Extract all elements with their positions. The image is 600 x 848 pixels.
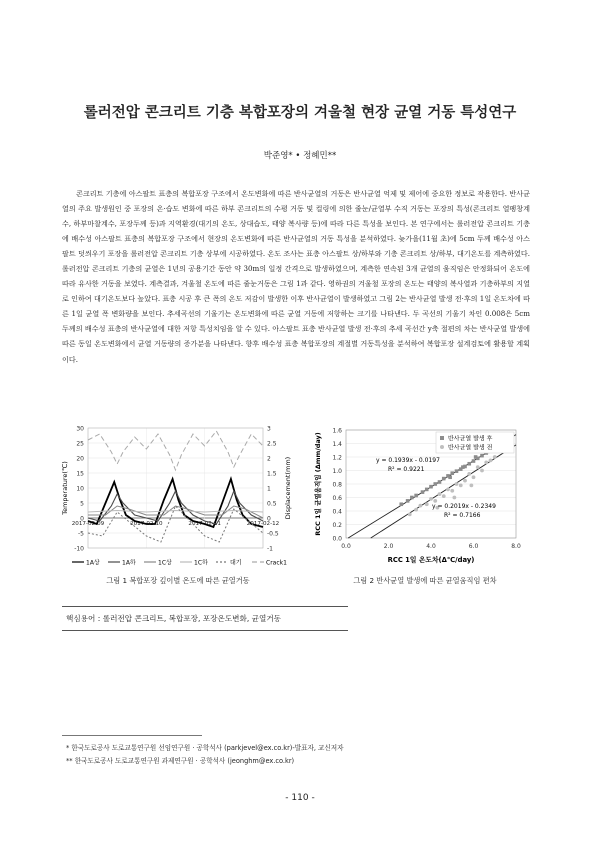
data-point bbox=[450, 489, 454, 493]
data-point bbox=[410, 496, 414, 500]
series-line bbox=[88, 506, 263, 542]
legend-label: 반사균열 발생 후 bbox=[448, 435, 493, 443]
y2-tick-label: 1 bbox=[267, 485, 271, 493]
data-point bbox=[489, 458, 493, 462]
y-axis-label: Temperature(℃) bbox=[61, 461, 69, 515]
y-tick-label: 25 bbox=[76, 440, 84, 448]
trend-equation: y = 0.2019x - 0.2349 bbox=[432, 503, 496, 510]
data-point bbox=[425, 488, 429, 492]
y-tick-label: 0 bbox=[80, 515, 84, 523]
data-point bbox=[450, 471, 454, 475]
x-tick-label: 4.0 bbox=[426, 543, 436, 550]
footnote-1: * 한국도로공사 도로교통연구원 선임연구원 · 공학석사 (parkjevel@ex.co.kr)-발표자, 교신저자 bbox=[66, 744, 344, 752]
y2-tick-label: 0 bbox=[267, 515, 271, 523]
data-point bbox=[461, 465, 465, 469]
data-point bbox=[438, 492, 442, 496]
data-point bbox=[429, 485, 433, 489]
data-point bbox=[455, 469, 459, 473]
y2-tick-label: 2 bbox=[267, 455, 271, 463]
y-tick-label: -10 bbox=[74, 545, 84, 553]
data-point bbox=[452, 496, 456, 500]
legend-label: 1A하 bbox=[122, 559, 136, 567]
y2-axis-label: Displacement(mm) bbox=[284, 456, 292, 520]
keywords-top-rule bbox=[62, 606, 348, 607]
figure-1-line-chart bbox=[58, 422, 298, 572]
legend-marker bbox=[440, 445, 444, 449]
legend-label: 1C하 bbox=[194, 559, 208, 567]
series-line bbox=[88, 491, 263, 524]
figure-2-scatter-chart bbox=[310, 422, 540, 572]
data-point bbox=[406, 499, 410, 503]
r-squared: R² = 0.9221 bbox=[388, 466, 425, 473]
keywords-bottom-rule bbox=[62, 630, 348, 631]
data-point bbox=[442, 477, 446, 481]
y-tick-label: 20 bbox=[76, 455, 84, 463]
trend-equation: y = 0.1939x - 0.0197 bbox=[376, 457, 440, 464]
y2-tick-label: 3 bbox=[267, 425, 271, 433]
x-tick-label: 6.0 bbox=[468, 543, 479, 550]
keywords: 핵심용어 : 롤러전압 콘크리트, 복합포장, 포장온도변화, 균열거동 bbox=[66, 614, 282, 623]
y-tick-label: -5 bbox=[78, 530, 84, 538]
legend-label: 대기 bbox=[230, 559, 242, 567]
data-point bbox=[484, 461, 488, 465]
abstract-paragraph: 콘크리트 기층에 아스팔트 표층의 복합포장 구조에서 온도변화에 따른 반사균열의 거동은 반사균열 억제 및 제어에 중요한 정보로 작용한다. 반사균열의 주요 발생원인 중 포장의 온·습도 변화에 따른 하부 콘크리트의 수평 거동 및 컬링에 의한 줄눈/균열부 수직 거동는 포장의 특성(콘크리트 열팽창계수, 하부마찰계수, 포장두께 등)과 지역환경(대기의 온도, 상대습도, 태양 복사량 등)에 따라 다른 특성을 보인다. 본 연구에서는 롤러전압 콘크리트 기층에 배수성 아스팔트 표층의 복합포장 구조에서 현장의 온도변화에 따른 반사균열의 거동 특성을 분석하였다. 늦가을(11월 초)에 5cm 두께 배수성 아스팔트 덧씌우기 포장을 롤러전압 콘크리트 기층 상부에 시공하였다. 온도 조사는 표층 아스팔트 상/하부와 기층 콘크리트 상/하부, 대기온도를 계측하였다. 롤러전압 콘크리트 기층의 균열은 1년의 공용기간 동안 약 30m의 일정 간격으로 발생하였으며, 계측한 연속된 3개 균열의 움직임은 안정화되어 온도에 따라 유사한 거동을 보였다. 계측결과, 겨울철 온도에 따른 줄눈거동은 그림 1과 같다. 영하권의 겨울철 포장의 온도는 태양의 복사열과 기층하부의 지열로 인하여 대기온도보다 높았다. 표층 시공 후 큰 폭의 온도 저감이 발생한 이후 반사균열이 발생하였고 그림 2는 반사균열 발생 전·후의 1일 온도차에 따른 1일 균열 폭 변화량을 보인다. 추세곡선의 기울기는 온도변화에 따른 균열 거동에 저항하는 크기를 나타낸다. 두 곡선의 기울기 차인 0.008은 5cm 두께의 배수성 표층의 반사균열에 대한 저항 특성치임을 알 수 있다. 아스팔트 표층 반사균열 발생 전·후의 추세 곡선간 y축 절편의 차는 반사균열 발생에 따른 동일 온도변화에서 균열 거동량의 증가분을 나타낸다. 향후 배수성 표층 복합포장의 계절별 거동특성을 분석하여 복합포장 설계검토에 활용할 계획이다. bbox=[62, 189, 530, 364]
legend-label: 반사균열 발생 전 bbox=[448, 444, 493, 452]
legend-label: Crack1 bbox=[266, 559, 287, 567]
data-point bbox=[408, 512, 412, 516]
data-point bbox=[480, 454, 484, 458]
y2-tick-label: -1 bbox=[267, 545, 273, 553]
x-axis-label: RCC 1일 온도차(Δ℃/day) bbox=[387, 556, 475, 564]
data-point bbox=[433, 482, 437, 486]
series-line bbox=[88, 431, 263, 470]
x-tick-label: 2.0 bbox=[383, 543, 394, 550]
data-point bbox=[418, 504, 422, 508]
x-tick-label: 2017-02-11 bbox=[188, 521, 221, 527]
data-point bbox=[414, 494, 418, 498]
y-tick-label: 1.4 bbox=[332, 441, 342, 448]
data-point bbox=[455, 482, 459, 486]
data-point bbox=[438, 480, 442, 484]
data-point bbox=[472, 459, 476, 463]
x-tick-label: 2017-02-12 bbox=[246, 521, 280, 527]
data-point bbox=[472, 475, 476, 479]
y-tick-label: 0.6 bbox=[332, 495, 342, 502]
figure-1-caption: 그림 1 복합포장 깊이별 온도에 따른 균열거동 bbox=[106, 576, 250, 585]
y-tick-label: 10 bbox=[76, 485, 84, 493]
footnote-rule bbox=[62, 735, 202, 736]
y-tick-label: 0.0 bbox=[332, 535, 342, 543]
x-tick-label: 0.0 bbox=[341, 543, 351, 550]
footnote-2: ** 한국도로공사 도로교통연구원 과제연구원 · 공학석사 (jeonghm@ex.co.kr) bbox=[66, 757, 295, 765]
data-point bbox=[446, 488, 450, 492]
x-tick-label: 2017-02-09 bbox=[71, 521, 105, 527]
data-point bbox=[469, 483, 473, 487]
data-point bbox=[480, 469, 484, 473]
data-point bbox=[474, 455, 478, 459]
data-point bbox=[414, 508, 418, 512]
x-tick-label: 8.0 bbox=[511, 543, 521, 550]
page-number: - 110 - bbox=[285, 793, 315, 803]
paper-title: 롤러전압 콘크리트 기층 복합포장의 겨울철 현장 균열 거동 특성연구 bbox=[83, 105, 517, 121]
y-axis-label: RCC 1일 균열움직임 (Δmm/day) bbox=[314, 432, 322, 536]
y-tick-label: 1.2 bbox=[332, 454, 342, 462]
y-tick-label: 5 bbox=[80, 500, 84, 508]
data-point bbox=[442, 494, 446, 498]
data-point bbox=[429, 497, 433, 501]
y2-tick-label: -0.5 bbox=[267, 530, 279, 538]
legend-label: 1C상 bbox=[158, 559, 172, 567]
legend-label: 1A상 bbox=[86, 559, 100, 567]
author-list: 박준영* • 정혜민** bbox=[263, 151, 337, 161]
y-tick-label: 15 bbox=[76, 470, 84, 478]
data-point bbox=[399, 502, 403, 506]
data-point bbox=[448, 475, 452, 479]
x-tick-label: 2017-02-10 bbox=[130, 521, 163, 527]
data-point bbox=[493, 455, 497, 459]
data-point bbox=[459, 483, 463, 487]
y-tick-label: 0.4 bbox=[332, 508, 342, 516]
data-point bbox=[463, 479, 467, 483]
y2-tick-label: 0.5 bbox=[267, 500, 277, 508]
y2-tick-label: 1.5 bbox=[267, 470, 277, 478]
data-point bbox=[476, 465, 480, 469]
y-tick-label: 0.8 bbox=[332, 481, 342, 489]
r-squared: R² = 0.7166 bbox=[444, 512, 481, 519]
legend-marker bbox=[440, 436, 444, 440]
data-point bbox=[467, 472, 471, 476]
data-point bbox=[425, 502, 429, 506]
y-tick-label: 0.2 bbox=[332, 522, 342, 529]
y-tick-label: 30 bbox=[76, 425, 84, 433]
y-tick-label: 1.0 bbox=[332, 468, 342, 475]
y-tick-label: 1.6 bbox=[332, 427, 342, 435]
figure-2-caption: 그림 2 반사균열 발생에 따른 균열움직임 편차 bbox=[353, 576, 497, 585]
data-point bbox=[421, 490, 425, 494]
y2-tick-label: 2.5 bbox=[267, 440, 277, 448]
data-point bbox=[467, 462, 471, 466]
